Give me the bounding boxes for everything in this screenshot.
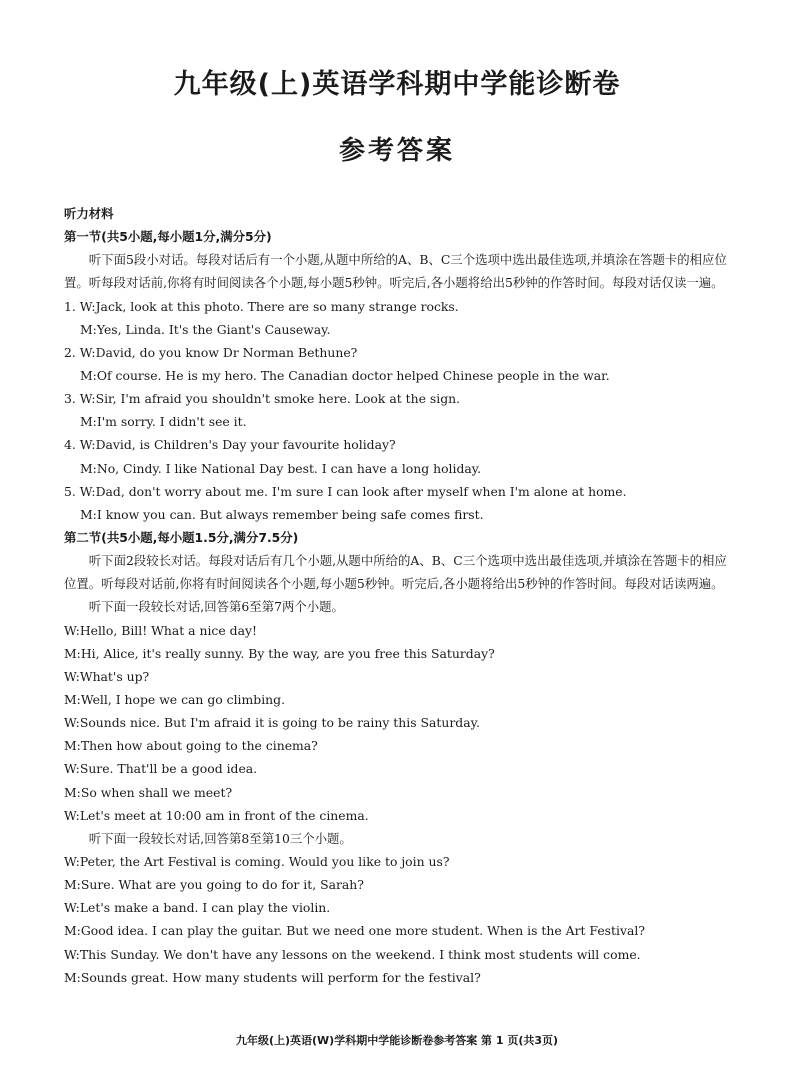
page-title: 九年级(上)英语学科期中学能诊断卷 xyxy=(173,69,621,100)
dialogue-line: 1. W:Jack, look at this photo. There are so many strange rocks. xyxy=(64,298,459,314)
page-footer: 九年级(上)英语(W)学科期中学能诊断卷参考答案 第 1 页(共3页) xyxy=(235,1034,559,1047)
listening-heading: 听力材料 xyxy=(64,206,114,221)
section2-heading: 第二节(共5小题,每小题1.5分,满分7.5分) xyxy=(64,530,299,545)
dialogue-line: W:Sure. That'll be a good idea. xyxy=(64,761,258,777)
dialogue-line: W:Let's meet at 10:00 am in front of the cinema. xyxy=(64,807,369,823)
dialogue-line: W:Let's make a band. I can play the violin. xyxy=(64,900,331,916)
dialogue-line: 5. W:Dad, don't worry about me. I'm sure I can look after myself when I'm alone at home. xyxy=(64,483,627,499)
dialogue-line: W:Sounds nice. But I'm afraid it is going to be rainy this Saturday. xyxy=(64,715,480,731)
dialogue-line: M:Of course. He is my hero. The Canadian doctor helped Chinese people in the war. xyxy=(80,368,610,384)
dialogue-line: W:Hello, Bill! What a nice day! xyxy=(64,622,257,638)
dialogue-line: 2. W:David, do you know Dr Norman Bethune? xyxy=(64,344,358,360)
dialogue-line: M:Good idea. I can play the guitar. But we need one more student. When is the Art Festival? xyxy=(64,923,645,939)
dialogue-line: M:I know you can. But always remember being safe comes first. xyxy=(80,506,484,522)
dialogue2-intro: 听下面一段较长对话,回答第8至第10三个小题。 xyxy=(88,830,352,846)
dialogue-line: M:Yes, Linda. It's the Giant's Causeway. xyxy=(80,321,331,337)
dialogue-line: 4. W:David, is Children's Day your favourite holiday? xyxy=(64,437,396,453)
dialogue-line: 3. W:Sir, I'm afraid you shouldn't smoke here. Look at the sign. xyxy=(64,391,461,407)
section1-instructions: 听下面5段小对话。每段对话后有一个小题,从题中所给的A、B、C三个选项中选出最佳选项,并填涂在答题卡的相应位置。听每段对话前,你将有时间阅读各个小题,每小题5秒钟。听完后,各小题将给出5秒钟的作答时间。每段对话仅读一遍。 xyxy=(64,252,727,291)
dialogue-line: M:Sounds great. How many students will perform for the festival? xyxy=(64,969,481,985)
dialogue-line: M:I'm sorry. I didn't see it. xyxy=(80,414,247,430)
document-body xyxy=(64,202,734,989)
dialogue-line: M:No, Cindy. I like National Day best. I can have a long holiday. xyxy=(80,460,482,476)
dialogue-line: W:This Sunday. We don't have any lessons on the weekend. I think most students will come. xyxy=(64,946,641,962)
dialogue-line: M:Sure. What are you going to do for it, Sarah? xyxy=(64,877,364,893)
dialogue1-intro: 听下面一段较长对话,回答第6至第7两个小题。 xyxy=(88,599,344,615)
dialogue-line: M:Well, I hope we can go climbing. xyxy=(64,692,286,708)
section1-heading: 第一节(共5小题,每小题1分,满分5分) xyxy=(64,229,272,245)
dialogue-line: M:So when shall we meet? xyxy=(64,784,233,800)
section2-instructions: 听下面2段较长对话。每段对话后有几个小题,从题中所给的A、B、C三个选项中选出最佳选项,并填涂在答题卡的相应位置。听每段对话前,你将有时间阅读各个小题,每小题5秒钟。听完后,各小题将给出5秒钟的作答时间。每段对话读两遍。 xyxy=(64,553,727,592)
dialogue-line: W:Peter, the Art Festival is coming. Would you like to join us? xyxy=(64,854,450,869)
dialogue-line: M:Hi, Alice, it's really sunny. By the way, are you free this Saturday? xyxy=(64,645,495,661)
dialogue-line: W:What's up? xyxy=(64,668,150,684)
dialogue-line: M:Then how about going to the cinema? xyxy=(64,738,318,754)
page-subtitle: 参考答案 xyxy=(338,136,455,166)
